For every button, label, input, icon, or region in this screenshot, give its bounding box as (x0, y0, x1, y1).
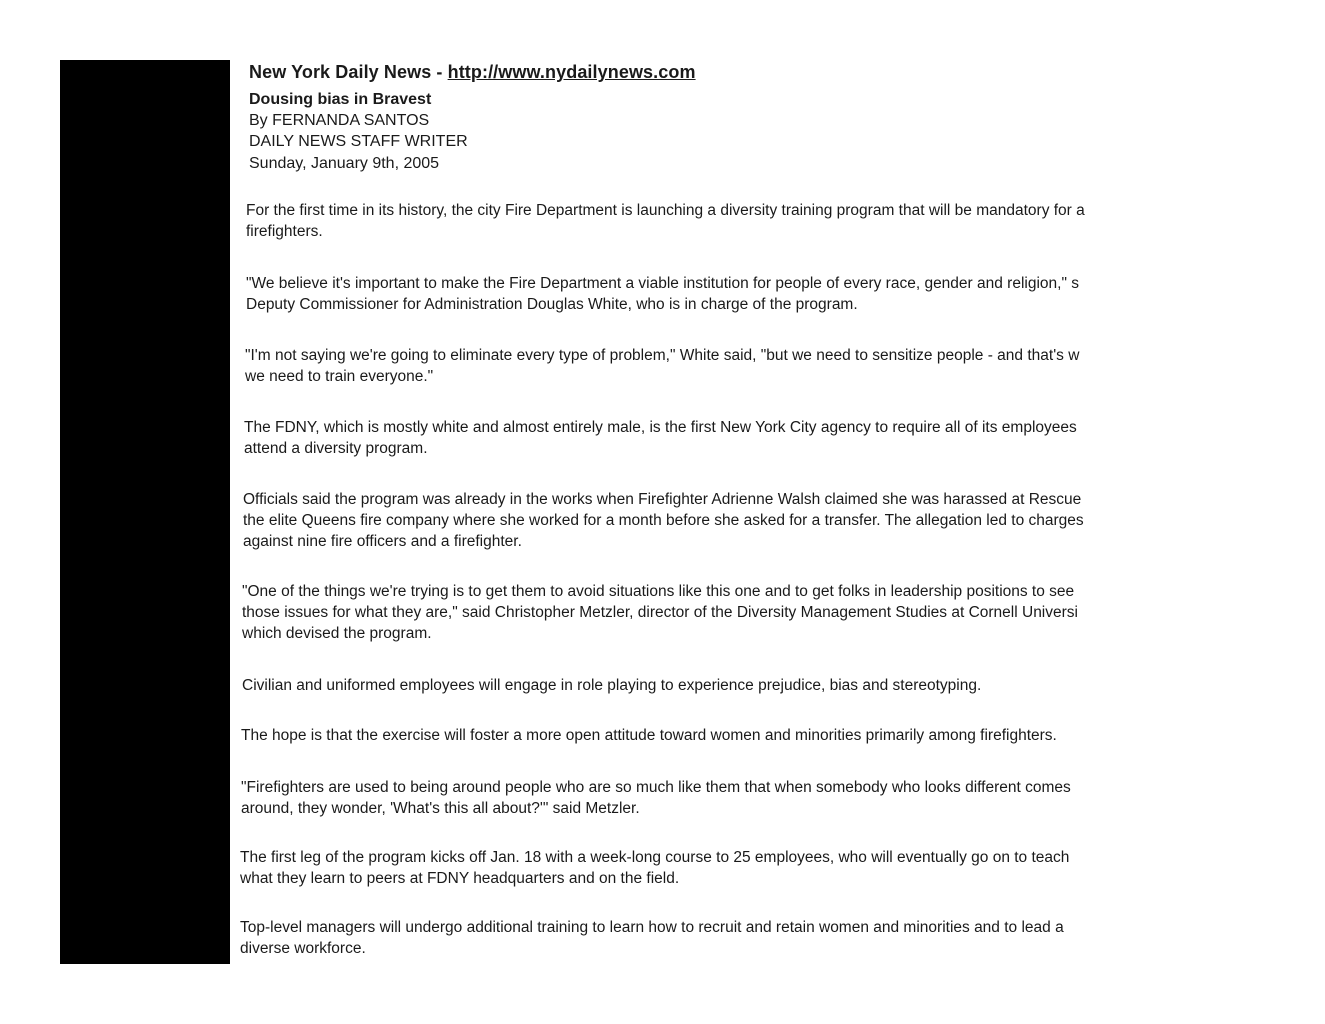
paragraph-line: which devised the program. (242, 625, 432, 642)
paragraph-line: diverse workforce. (240, 940, 366, 957)
masthead-url-link[interactable]: http://www.nydailynews.com (447, 62, 696, 82)
paragraph-line: those issues for what they are," said Christopher Metzler, director of the Diversity Management Studies at Cornell Universi (242, 604, 1078, 621)
paragraph-line: against nine fire officers and a firefighter. (243, 533, 522, 550)
paragraph-line: we need to train everyone." (245, 368, 434, 385)
staff-title: DAILY NEWS STAFF WRITER (249, 133, 468, 150)
paragraph (245, 345, 1305, 387)
paragraph (246, 200, 1306, 242)
paragraph-line: what they learn to peers at FDNY headquarters and on the field. (240, 870, 680, 887)
paragraph-line: "One of the things we're trying is to get them to avoid situations like this one and to get folks in leadership positions to see (242, 583, 1075, 600)
paragraph-line: "I'm not saying we're going to eliminate every type of problem," White said, "but we need to sensitize people - and that's w (245, 347, 1080, 364)
paragraph (241, 725, 1301, 746)
paragraph-line: Officials said the program was already in the works when Firefighter Adrienne Walsh claimed she was harassed at Rescue (243, 491, 1082, 508)
masthead (249, 62, 696, 83)
paragraph (242, 675, 1302, 696)
paragraph-line: "Firefighters are used to being around people who are so much like them that when somebody who looks different comes (241, 779, 1071, 796)
article-headline: Dousing bias in Bravest (249, 91, 432, 108)
paragraph-line: The hope is that the exercise will foster a more open attitude toward women and minorities primarily among firefighters. (241, 727, 1057, 744)
masthead-name: New York Daily News - (249, 62, 448, 82)
byline: By FERNANDA SANTOS (249, 112, 430, 129)
paragraph (243, 489, 1303, 552)
paragraph (241, 777, 1301, 819)
paragraph-line: firefighters. (246, 223, 323, 240)
article-date: Sunday, January 9th, 2005 (249, 155, 440, 172)
paragraph-line: The FDNY, which is mostly white and almost entirely male, is the first New York City agency to require all of its employees (244, 419, 1077, 436)
paragraph-line: "We believe it's important to make the Fire Department a viable institution for people of every race, gender and religion," s (246, 275, 1080, 292)
paragraph-line: For the first time in its history, the city Fire Department is launching a diversity training program that will be mandatory for a (246, 202, 1085, 219)
paragraph (240, 847, 1300, 889)
paragraph (242, 581, 1302, 644)
paragraph-line: Deputy Commissioner for Administration Douglas White, who is in charge of the program. (246, 296, 858, 313)
redaction-bar (60, 60, 230, 964)
paragraph-line: the elite Queens fire company where she worked for a month before she asked for a transfer. The allegation led to charges (243, 512, 1084, 529)
paragraph-line: Civilian and uniformed employees will engage in role playing to experience prejudice, bias and stereotyping. (242, 677, 982, 694)
paragraph-line: The first leg of the program kicks off Jan. 18 with a week-long course to 25 employees, who will eventually go on to teach (240, 849, 1070, 866)
paragraph-line: around, they wonder, 'What's this all about?'" said Metzler. (241, 800, 640, 817)
paragraph-line: attend a diversity program. (244, 440, 428, 457)
article-document (240, 60, 1325, 990)
paragraph (240, 917, 1300, 959)
paragraph (246, 273, 1306, 315)
paragraph-line: Top-level managers will undergo additional training to learn how to recruit and retain women and minorities and to lead a (240, 919, 1064, 936)
paragraph (244, 417, 1304, 459)
